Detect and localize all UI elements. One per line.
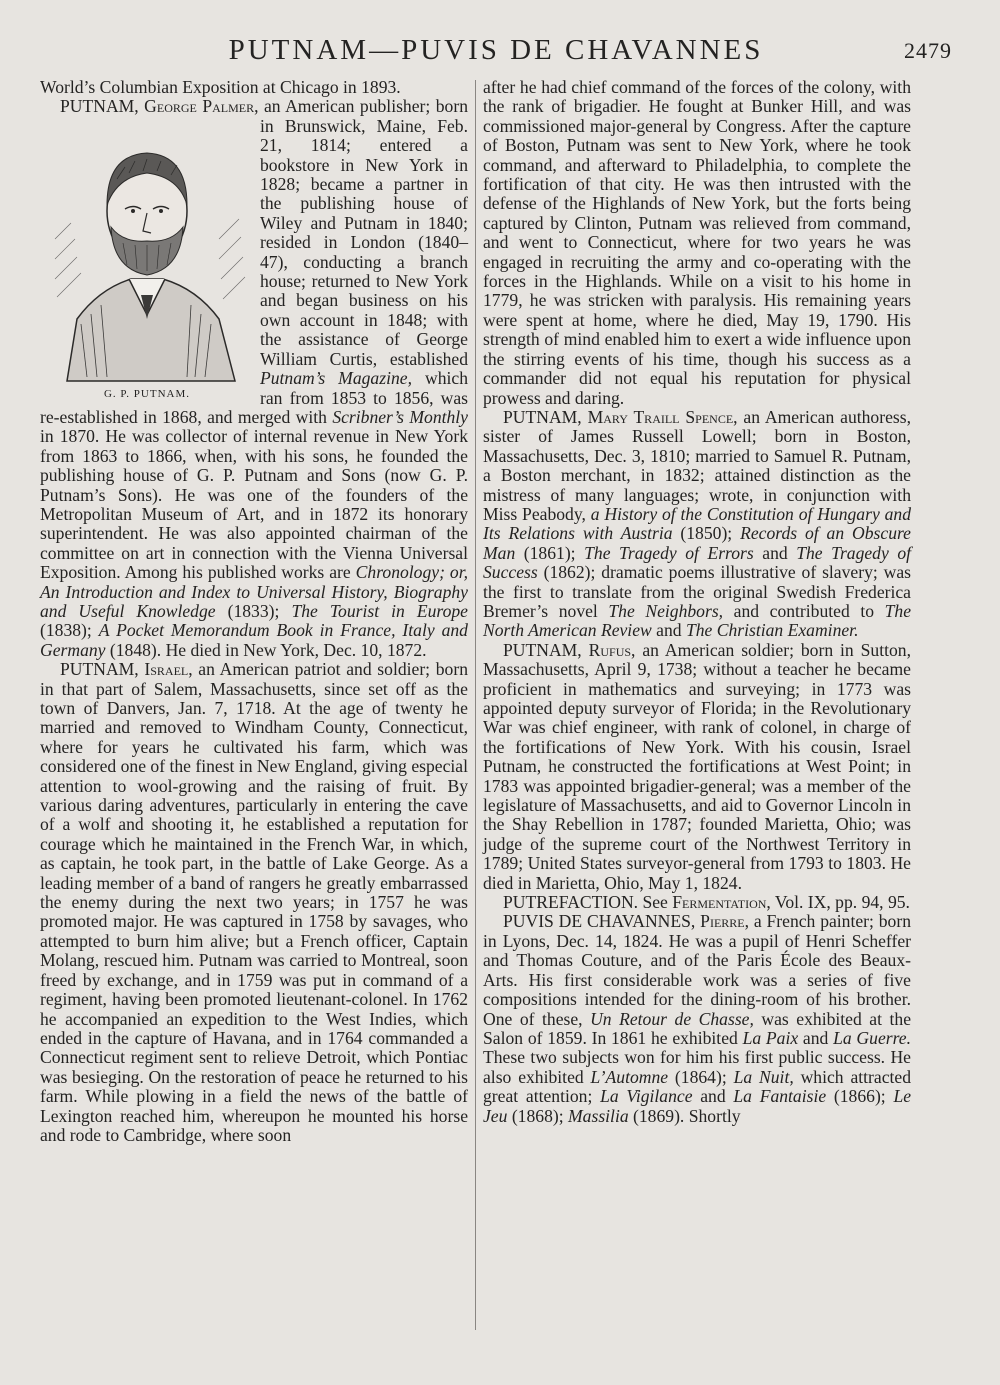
running-head: PUTNAM—PUVIS DE CHAVANNES <box>228 34 764 66</box>
left-column <box>40 78 468 1145</box>
entry-putrefaction: PUTREFACTION. See Fermentation, Vol. IX, pp. 94, 95. <box>503 892 910 913</box>
title-la-fantaisie: La Fantaisie <box>733 1086 827 1107</box>
right-column <box>483 78 911 1126</box>
entry-given-name: Mary Traill Spence, <box>587 406 738 427</box>
entry-george-palmer-putnam: PUTNAM, George Palmer, G. P. PUTNAM. an American publisher; born in Brunswick, Maine, Feb. 21, 1814; entered a bookstore in New York in 1828; became a partner in the publishing house of Wiley and Putnam in 1840; resided in London (1840–47), conducting a branch house; returned to New York and began business on his own account in 1848; with the assistance of George William Curtis, established Putnam’s Magazine, which ran from 1853 to 1856, was re-established in 1868, and merged with Scribner’s Monthly in 1870. He was collector of internal revenue in New York from 1863 to 1866, when, with his sons, he founded the publishing house of G. P. Putnam and Sons (now G. P. Putnam’s Sons). He was one of the founders of the Metropolitan Museum of Art, and in 1872 its honorary superintendent. He was also appointed chairman of the committee on art in connection with the Vienna Universal Exposition. Among his published works are Chronology; or, An Introduction and Index to Universal History, Biography and Useful Knowledge (1833); The Tourist in Europe (1838); A Pocket Memorandum Book in France, Italy and Germany (1848). He died in New York, Dec. 10, 1872. <box>40 96 468 660</box>
title-pocket-memorandum: A Pocket Memorandum Book in France, Italy and Germany <box>40 620 468 660</box>
entry-mary-traill-spence-putnam: PUTNAM, Mary Traill Spence, an American authoress, sister of James Russell Lowell; born in Boston, Massachusetts, Dec. 3, 1810; married to Samuel R. Putnam, a Boston merchant, in 1832; attained distinction as the mistress of many languages; wrote, in conjunction with Miss Peabody, a History of the Constitution of Hungary and Its Relations with Austria (1850); Records of an Obscure Man (1861); The Tragedy of Errors and The Tragedy of Success (1862); dramatic poems illustrative of slavery; was the first to translate from the original Swedish Frederica Bremer’s novel The Neighbors, and contributed to The North American Review and The Christian Examiner. <box>483 406 912 641</box>
title-la-paix: La Paix <box>742 1027 799 1048</box>
title-tragedy-of-success: The Tragedy of Success <box>483 542 912 583</box>
title-la-guerre: La Guerre. <box>833 1027 911 1048</box>
entry-puvis-de-chavannes: PUVIS DE CHAVANNES, Pierre, a French painter; born in Lyons, Dec. 14, 1824. He was a pupil of Henri Scheffer and Thomas Couture, and of the Paris École des Beaux-Arts. His first considerable work was a series of five compositions intended for the dining-room of his brother. One of these, Un Retour de Chasse, was exhibited at the Salon of 1859. In 1861 he exhibited La Paix and La Guerre. These two subjects won for him his first public success. He also exhibited L’Automne (1864); La Nuit, which attracted great attention; La Vigilance and La Fantaisie (1866); Le Jeu (1868); Massilia (1869). Shortly <box>483 911 912 1126</box>
entry-headword: PUTNAM, <box>503 406 582 427</box>
entry-israel-putnam: PUTNAM, Israel, an American patriot and soldier; born in that part of Salem, Massachusetts, since set off as the town of Danvers, Jan. 7, 1718. At the age of twenty he married and removed to Windham County, Connecticut, where for years he cultivated his farm, which was considered one of the finest in New England, giving especial attention to wool-growing and the raising of fruit. By various daring adventures, particularly in entering the cave of a wolf and shooting it, he established a reputation for courage which he maintained in the French War, in which, as captain, he took part, in the battle of Lake George. As a leading member of a band of rangers he greatly embarrassed the enemy during the next two years; in 1757 he was promoted major. He was captured in 1758 by savages, who attempted to burn him alive; but a French officer, Captain Molang, rescued him. Putnam was carried to Montreal, soon freed by exchange, and in 1759 was put in command of a regiment, having been promoted lieutenant-colonel. In 1762 he accompanied an expedition to the West Indies, which ended in the capture of Havana, and in 1764 commanded a Connecticut regiment sent to relieve Detroit, which Pontiac was besieging. On the restoration of peace he returned to his farm. While plowing in a field the news of the battle of Lexington reached him, whereupon he mounted his horse and rode to Cambridge, where soon <box>40 659 468 1145</box>
column-divider <box>475 80 476 1330</box>
title-massilia: Massilia <box>568 1105 629 1126</box>
paragraph-israel-continued: after he had chief command of the forces of the colony, with the rank of brigadier. He fought at Bunker Hill, and was commissioned major-general by Congress. After the capture of Boston, Putnam was sent to New York, where he took command, and afterward to Philadelphia, to complete the fortification of that city. He was then intrusted with the defense of the Highlands of New York, but the forts being captured by Clinton, Putnam was relieved from command, and went to Connecticut, where for two years he was engaged in recruiting the army and co-operating with the forces in the Highlands. While on a visit to his home in 1779, he was stricken with paralysis. His remaining years were spent at home, where he died, May 19, 1790. His strength of mind enabled him to exert a wide influence upon the stirring events of his time, though his success as a commander did not equal his reputation for physical prowess and daring. <box>483 77 911 408</box>
title-chronology: Chronology; or, An Introduction and Index to Universal History, Biography and Useful Knowledge <box>40 562 468 621</box>
entry-rufus-putnam: PUTNAM, Rufus, an American soldier; born in Sutton, Massachusetts, April 9, 1738; without a teacher he became proficient in mathematics and surveying; in 1773 was appointed deputy surveyor of Florida; in the Revolutionary War was chief engineer, with rank of colonel, in charge of the fortifications of New York. With his cousin, Israel Putnam, he constructed the fortifications at West Point; in 1783 was appointed brigadier-general; was a member of the legislature of Massachusetts, and aid to Governor Lincoln in the Shay Rebellion in 1787; founded Marietta, Ohio; was judge of the supreme court of the Northwest Territory in 1789; United States surveyor-general from 1793 to 1803. He died in Marietta, Ohio, May 1, 1824. <box>483 639 911 893</box>
portrait-figure <box>40 119 254 407</box>
entry-headword: PUTREFACTION. <box>503 892 639 913</box>
title-la-nuit: La Nuit, <box>733 1066 794 1087</box>
title-history-of-hungary: a History of the Constitution of Hungary and Its Relations with Austria <box>483 503 911 544</box>
entry-headword: PUTNAM, <box>503 639 582 660</box>
title-christian-examiner: The Christian Examiner. <box>685 620 859 641</box>
portrait-caption: G. P. PUTNAM. <box>103 387 191 400</box>
title-le-jeu: Le Jeu <box>483 1086 912 1126</box>
title-retour-de-chasse: Un Retour de Chasse, <box>590 1008 754 1029</box>
title-tragedy-of-errors: The Tragedy of Errors <box>584 542 754 563</box>
cross-reference-link: Fermentation, <box>672 892 771 913</box>
title-putnams-magazine: Putnam’s Magazine, <box>260 368 412 389</box>
page-number: 2479 <box>904 38 952 63</box>
entry-given-name: Pierre, <box>700 911 750 932</box>
engraved-portrait-icon <box>47 119 247 385</box>
entry-headword: PUVIS DE CHAVANNES, <box>503 911 696 932</box>
title-scribners-monthly: Scribner’s Monthly <box>332 406 468 427</box>
title-north-american-review: The North American Review <box>483 600 911 641</box>
paragraph-exposition-continued: World’s Columbian Exposition at Chicago in 1893. <box>40 77 401 97</box>
title-tourist-in-europe: The Tourist in Europe <box>291 600 468 621</box>
entry-given-name: Rufus, <box>588 639 636 660</box>
entry-headword: PUTNAM, <box>60 96 139 117</box>
title-lautomne: L’Automne <box>590 1066 669 1087</box>
title-la-vigilance: La Vigilance <box>600 1086 693 1107</box>
entry-headword: PUTNAM, <box>60 659 139 680</box>
entry-given-name: George Palmer, <box>144 96 259 117</box>
title-the-neighbors: The Neighbors, <box>608 600 724 621</box>
page-header <box>40 34 952 74</box>
entry-given-name: Israel, <box>144 659 193 680</box>
title-records-obscure-man: Records of an Obscure Man <box>483 523 911 563</box>
